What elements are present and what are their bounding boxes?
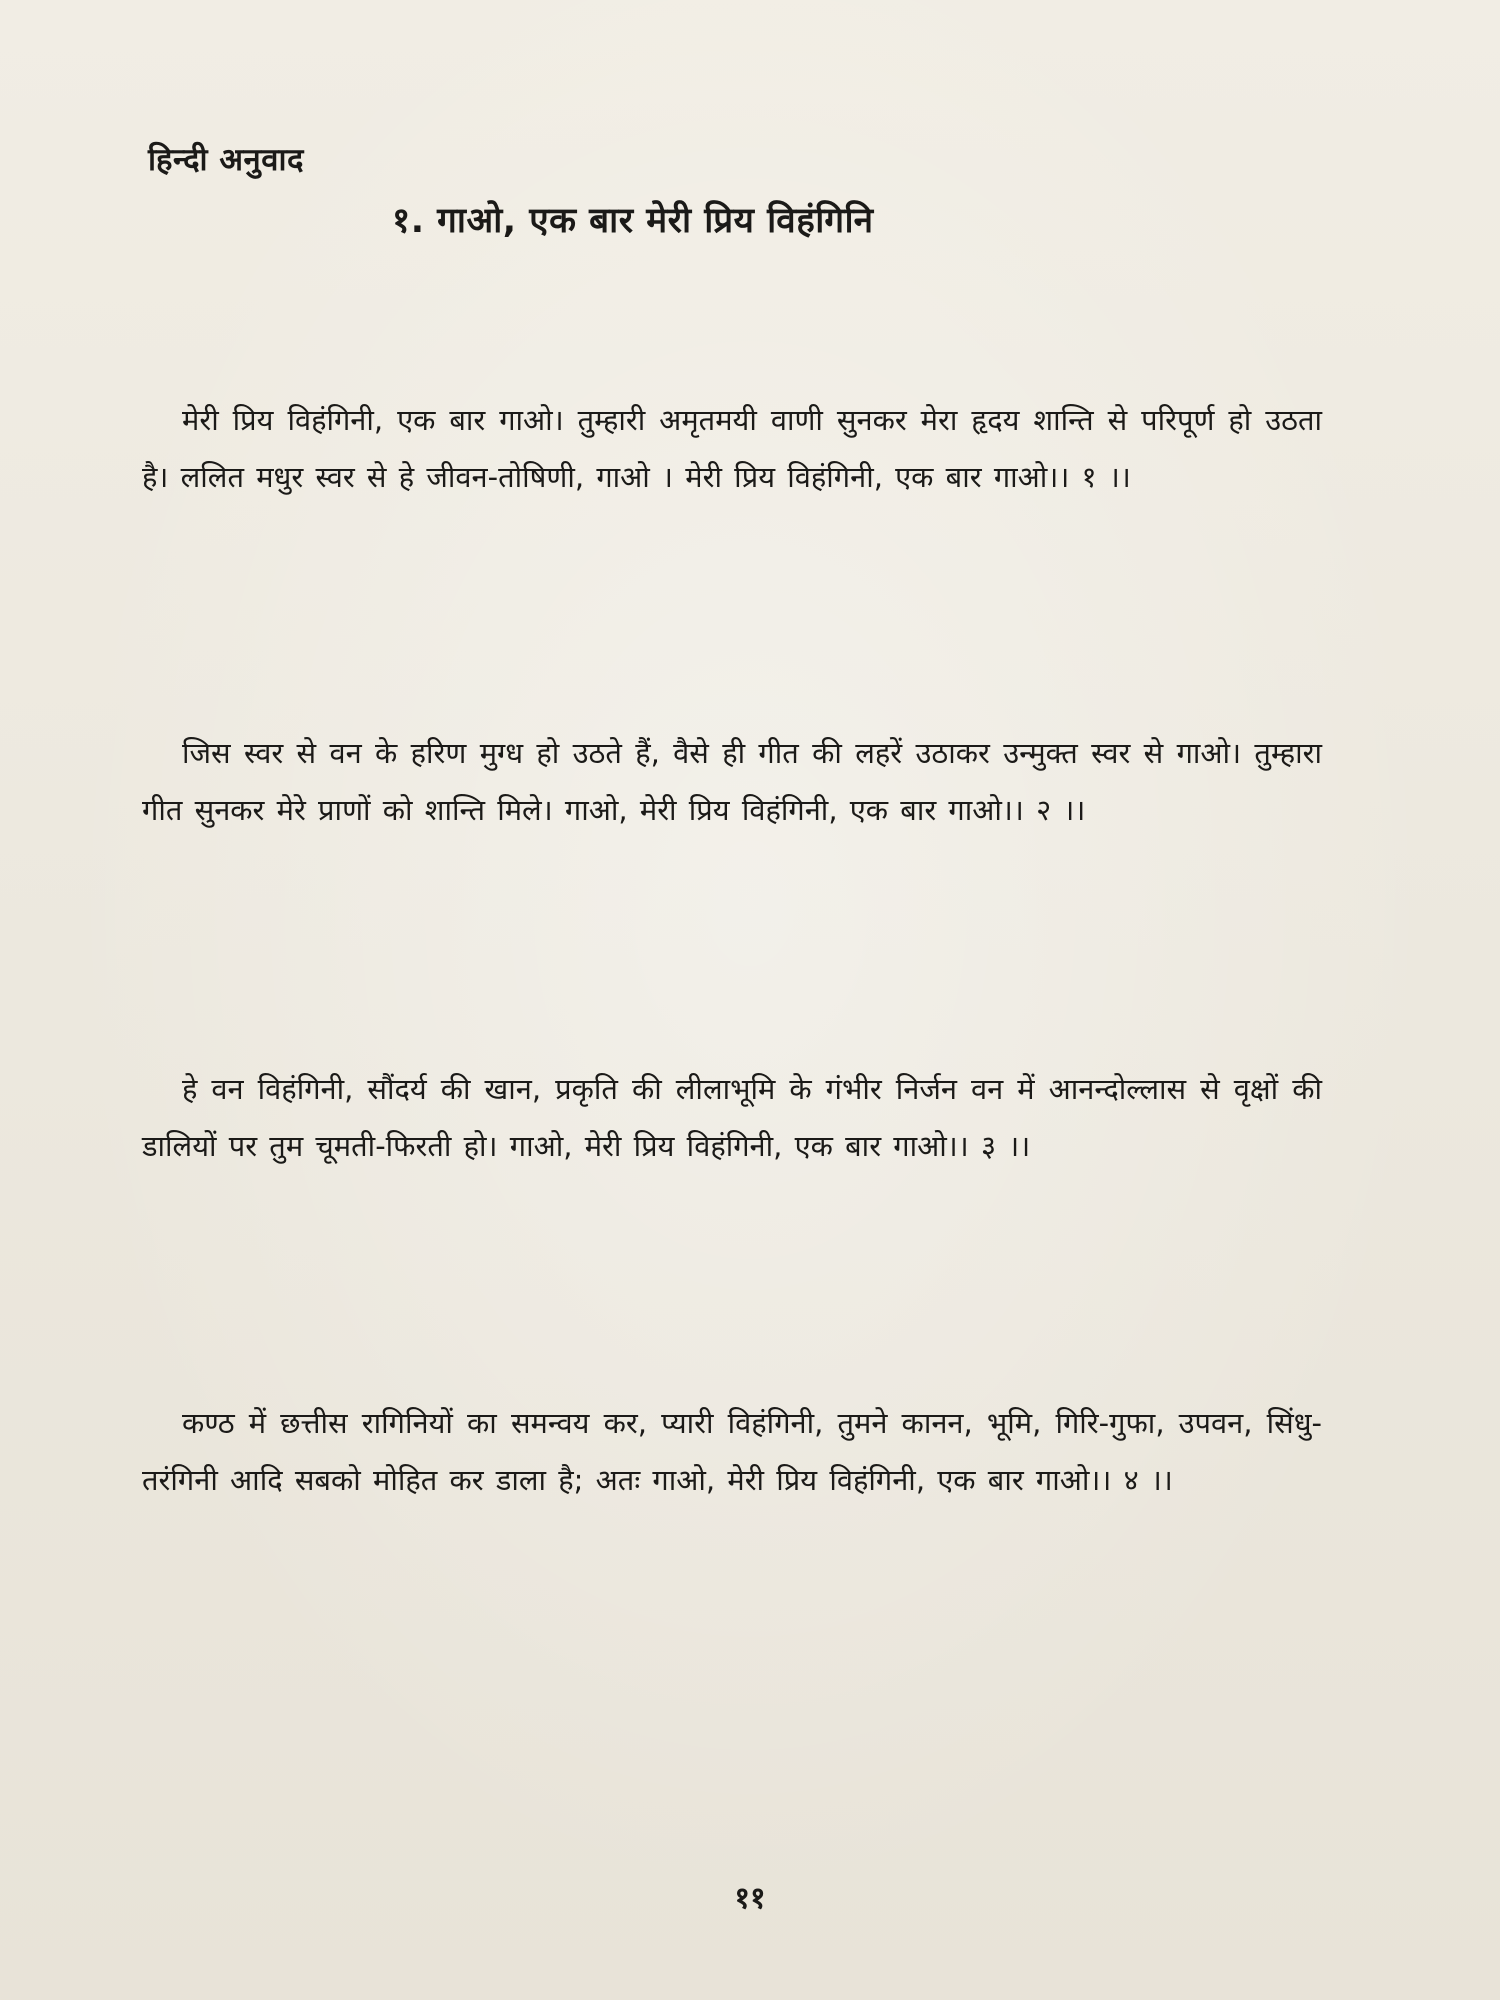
paragraph-1: मेरी प्रिय विहंगिनी, एक बार गाओ। तुम्हारी अमृतमयी वाणी सुनकर मेरा हृदय शान्ति से परिपूर्ण हो उठता है। ललित मधुर स्वर से हे जीवन-तोषिणी, गाओ । मेरी प्रिय विहंगिनी, एक बार गाओ।। १ ।। (142, 403, 1322, 494)
paragraph-3: हे वन विहंगिनी, सौंदर्य की खान, प्रकृति की लीलाभूमि के गंभीर निर्जन वन में आनन्दोल्लास से वृक्षों की डालियों पर तुम चूमती-फिरती हो। गाओ, मेरी प्रिय विहंगिनी, एक बार गाओ।। ३ ।। (142, 1072, 1322, 1163)
section-label: हिन्दी अनुवाद (148, 142, 304, 178)
paragraph-2: जिस स्वर से वन के हरिण मुग्ध हो उठते हैं, वैसे ही गीत की लहरें उठाकर उन्मुक्त स्वर से गाओ। तुम्हारा गीत सुनकर मेरे प्राणों को शान्ति मिले। गाओ, मेरी प्रिय विहंगिनी, एक बार गाओ।। २ ।। (142, 736, 1322, 827)
chapter-title: १. गाओ, एक बार मेरी प्रिय विहंगिनि (392, 201, 874, 241)
paragraph-4: कण्ठ में छत्तीस रागिनियों का समन्वय कर, प्यारी विहंगिनी, तुमने कानन, भूमि, गिरि-गुफा, उपवन, सिंधु-तरंगिनी आदि सबको मोहित कर डाला है; अतः गाओ, मेरी प्रिय विहंगिनी, एक बार गाओ।। ४ ।। (142, 1406, 1322, 1497)
page-number: ११ (734, 1881, 766, 1916)
